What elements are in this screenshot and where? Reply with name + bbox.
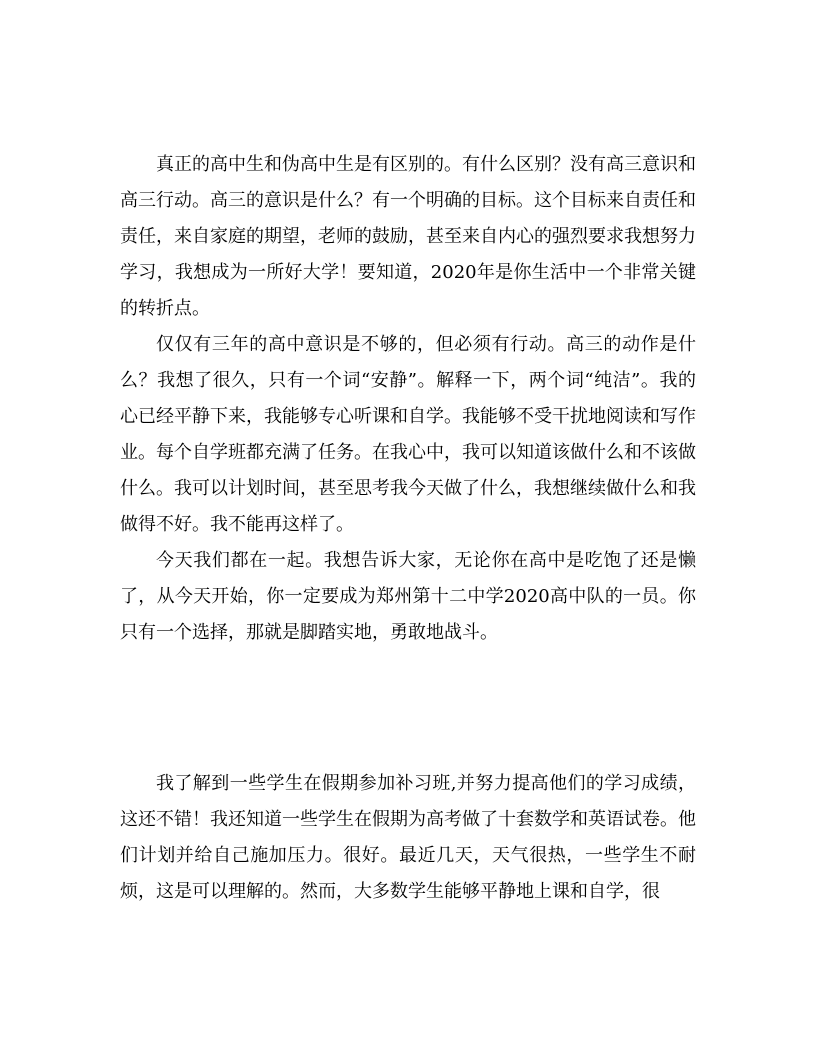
paragraph: 仅仅有三年的高中意识是不够的，但必须有行动。高三的动作是什么？我想了很久，只有一个词“安静”。解释一下，两个词“纯洁”。我的心已经平静下来，我能够专心听课和自学。我能够不受干扰地阅读和写作业。每个自学班都充满了任务。在我心中，我可以知道该做什么和不该做什么。我可以计划时间，甚至思考我今天做了什么，我想继续做什么和我做得不好。我不能再这样了。 (120, 334, 696, 535)
paragraph: 我了解到一些学生在假期参加补习班,并努力提高他们的学习成绩，这还不错！我还知道一些学生在假期为高考做了十套数学和英语试卷。他们计划并给自己施加压力。很好。最近几天，天气很热，一些学生不耐烦，这是可以理解的。然而，大多数学生能够平静地上课和自学，很 (120, 773, 696, 902)
paragraph: 今天我们都在一起。我想告诉大家，无论你在高中是吃饱了还是懒了，从今天开始，你一定要成为郑州第十二中学2020高中队的一员。你只有一个选择，那就是脚踏实地，勇敢地战斗。 (120, 550, 696, 643)
text-section-2 (120, 766, 696, 910)
paragraph: 真正的高中生和伪高中生是有区别的。有什么区别？没有高三意识和高三行动。高三的意识是什么？有一个明确的目标。这个目标来自责任和责任，来自家庭的期望，老师的鼓励，甚至来自内心的强烈要求我想努力学习，我想成为一所好大学！要知道，2020年是你生活中一个非常关键的转折点。 (120, 154, 696, 319)
text-section-1 (120, 147, 696, 651)
